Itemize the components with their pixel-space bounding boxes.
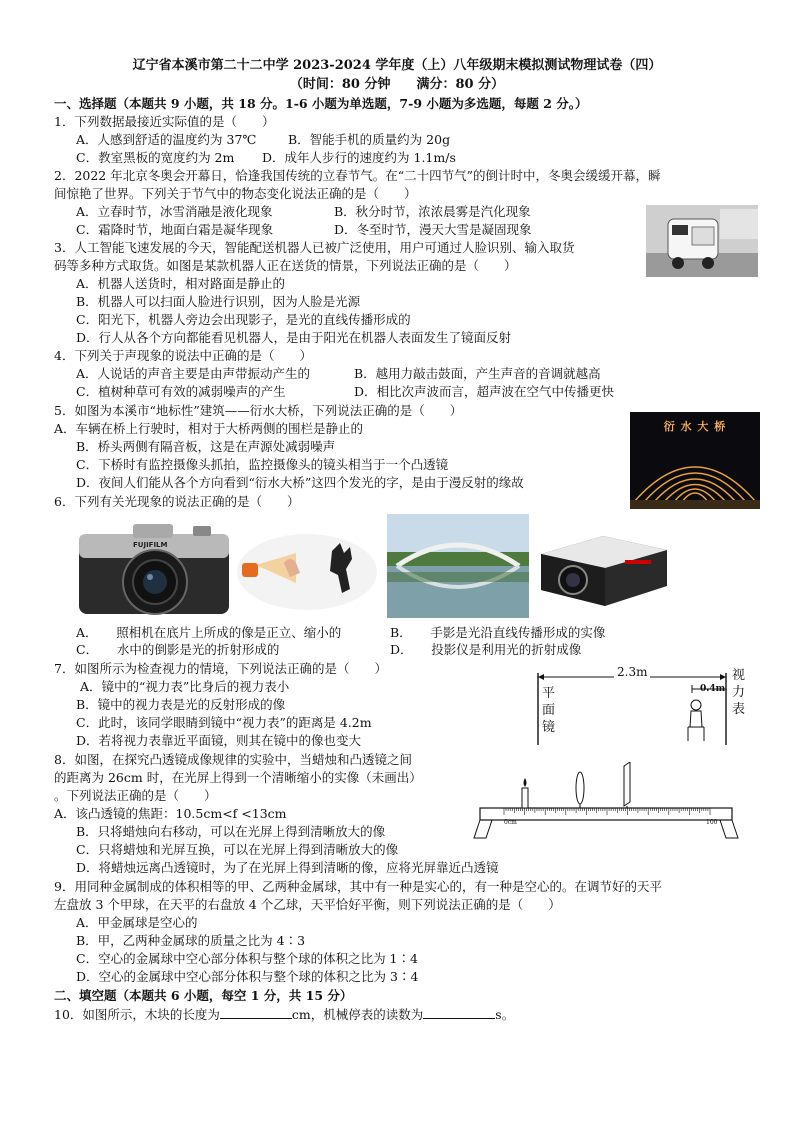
q2-option-d: D．冬至时节，漫天大雪是凝固现象 bbox=[334, 222, 532, 237]
q9-stem-line1: 9．用同种金属制成的体积相等的甲、乙两种金属球，其中有一种是实心的，有一种是空心的。在调节好的天平 bbox=[54, 879, 662, 894]
q6-stem: 6．下列有关光现象的说法正确的是（ ） bbox=[54, 494, 300, 509]
q4-option-c: C．植树种草可有效的减弱噪声的产生 bbox=[76, 384, 286, 399]
camera-image bbox=[75, 520, 233, 620]
hand-shadow-image bbox=[236, 533, 378, 611]
yanshui-bridge-image bbox=[630, 412, 760, 509]
q8-option-d: D．将蜡烛远离凸透镜时，为了在光屏上得到清晰的像，应将光屏靠近凸透镜 bbox=[76, 860, 499, 875]
paper-title: 辽宁省本溪市第二十二中学 2023-2024 学年度（上）八年级期末模拟测试物理试卷（四） bbox=[132, 58, 662, 73]
q5-option-d: D．夜间人们能从各个方向看到“衍水大桥”这四个发光的字，是由于漫反射的缘故 bbox=[76, 475, 524, 490]
q8-stem-line3: 。下列说法正确的是（ ） bbox=[54, 788, 217, 803]
q8-stem-line1: 8．如图，在探究凸透镜成像规律的实验中，当蜡烛和凸透镜之间 bbox=[54, 752, 412, 767]
q1-option-b: B．智能手机的质量约为 20g bbox=[288, 132, 451, 147]
q3-option-d: D．行人从各个方向都能看见机器人，是由于阳光在机器人表面发生了镜面反射 bbox=[76, 330, 512, 345]
section1-title: 一、选择题（本题共 9 小题，共 18 分。1-6 小题为单选题，7-9 小题为多选题，每题 2 分。） bbox=[54, 96, 588, 111]
q6-option-d: D． 投影仪是利用光的折射成像 bbox=[390, 642, 582, 657]
q8-stem-line2: 的距离为 26cm 时，在光屏上得到一个清晰缩小的实像（未画出） bbox=[54, 770, 422, 785]
q7-option-c: C．此时，该同学眼睛到镜中“视力表”的距离是 4.2m bbox=[76, 715, 372, 730]
q7-stem: 7．如图所示为检查视力的情境，下列说法正确的是（ ） bbox=[54, 661, 387, 676]
q2-stem-line1: 2．2022 年北京冬奥会开幕日，恰逢我国传统的立春节气。在“二十四节气”的倒计时中，冬奥会缓缓开幕，瞬 bbox=[54, 168, 661, 183]
q7-option-b: B．镜中的视力表是光的反射形成的像 bbox=[76, 697, 286, 712]
delivery-robot-image bbox=[646, 205, 758, 277]
q4-option-b: B．越用力敲击鼓面，产生声音的音调就越高 bbox=[354, 366, 601, 381]
q7-option-a: A．镜中的“视力表”比身后的视力表小 bbox=[80, 679, 290, 694]
projector-image bbox=[533, 514, 673, 618]
q3-stem-line1: 3．人工智能飞速发展的今天，智能配送机器人已被广泛使用，用户可通过人脸识别、输入取货 bbox=[54, 240, 575, 255]
q1-option-d: D．成年人步行的速度约为 1.1m/s bbox=[262, 150, 456, 165]
distance-2-3m-label: 2.3m bbox=[614, 665, 650, 679]
camera-brand-label: FUJIFILM bbox=[133, 541, 168, 549]
vision-test-diagram bbox=[528, 665, 750, 747]
q2-stem-line2: 间惊艳了世界。下列关于节气中的物态变化说法正确的是（ ） bbox=[54, 186, 417, 201]
q2-option-b: B．秋分时节，浓浓晨雾是汽化现象 bbox=[334, 204, 531, 219]
q3-stem-line2: 码等多种方式取货。如图是某款机器人正在送货的情景，下列说法正确的是（ ） bbox=[54, 258, 517, 273]
q1-option-c: C．教室黑板的宽度约为 2m bbox=[76, 150, 235, 165]
q4-stem: 4．下列关于声现象的说法中正确的是（ ） bbox=[54, 348, 312, 363]
q2-option-a: A．立春时节，冰雪消融是液化现象 bbox=[76, 204, 273, 219]
q10-text: 10．如图所示，木块的长度为 cm，机械停表的读数为 s。 bbox=[54, 1007, 515, 1022]
q5-option-b: B．桥头两侧有隔音板，这是在声源处减弱噪声 bbox=[76, 439, 336, 454]
q9-option-a: A．甲金属球是空心的 bbox=[76, 915, 198, 930]
section2-title: 二、填空题（本题共 6 小题，每空 1 分，共 15 分） bbox=[54, 988, 353, 1003]
q9-option-b: B．甲，乙两种金属球的质量之比为 4∶3 bbox=[76, 933, 306, 948]
q1-stem: 1．下列数据最接近实际值的是（ ） bbox=[54, 114, 275, 129]
q3-option-a: A．机器人送货时，相对路面是静止的 bbox=[76, 276, 286, 291]
q7-option-d: D．若将视力表靠近平面镜，则其在镜中的像也变大 bbox=[76, 733, 362, 748]
plane-mirror-label: 平 面 镜 bbox=[542, 686, 556, 735]
q5-option-c: C．下桥时有监控摄像头抓拍，监控摄像头的镜头相当于一个凸透镜 bbox=[76, 457, 449, 472]
q9-option-d: D．空心的金属球中空心部分体积与整个球的体积之比为 3∶4 bbox=[76, 969, 419, 984]
bridge-sign-text: 衍 水 大 桥 bbox=[663, 420, 727, 433]
q8-option-b: B．只将蜡烛向右移动，可以在光屏上得到清晰放大的像 bbox=[76, 824, 386, 839]
q8-option-a: A．该凸透镜的焦距：10.5cm<f <13cm bbox=[54, 806, 287, 821]
optical-bench-diagram bbox=[470, 762, 740, 840]
q10-blank-length[interactable] bbox=[220, 1006, 292, 1019]
q8-option-c: C．只将蜡烛和光屏互换，可以在光屏上得到清晰放大的像 bbox=[76, 842, 399, 857]
q5-stem: 5．如图为本溪市“地标性”建筑——衍水大桥，下列说法正确的是（ ） bbox=[54, 403, 463, 418]
q4-option-d: D．相比次声波而言，超声波在空气中传播更快 bbox=[354, 384, 615, 399]
distance-0-4m-label: 0.4m bbox=[700, 684, 726, 694]
q3-option-c: C．阳光下，机器人旁边会出现影子，是光的直线传播形成的 bbox=[76, 312, 411, 327]
q1-option-a: A．人感到舒适的温度约为 37℃ bbox=[76, 132, 257, 147]
q6-option-a: A． 照相机在底片上所成的像是正立、缩小的 bbox=[76, 625, 342, 640]
q6-option-c: C． 水中的倒影是光的折射形成的 bbox=[76, 642, 280, 657]
q4-option-a: A．人说话的声音主要是由声带振动产生的 bbox=[76, 366, 311, 381]
arch-bridge-reflection-image bbox=[387, 514, 529, 618]
q3-option-b: B．机器人可以扫面人脸进行识别，因为人脸是光源 bbox=[76, 294, 361, 309]
q10-blank-stopwatch[interactable] bbox=[423, 1006, 495, 1019]
q9-option-c: C．空心的金属球中空心部分体积与整个球的体积之比为 1∶4 bbox=[76, 951, 418, 966]
q9-stem-line2: 左盘放 3 个甲球，在天平的右盘放 4 个乙球，天平恰好平衡，则下列说法正确的是（ ） bbox=[54, 897, 561, 912]
ruler-start-label: 0cm bbox=[504, 819, 517, 826]
q2-option-c: C．霜降时节，地面白霜是凝华现象 bbox=[76, 222, 274, 237]
paper-subtitle: （时间：80 分钟 满分：80 分） bbox=[289, 77, 505, 92]
q6-option-b: B． 手影是光沿直线传播形成的实像 bbox=[390, 625, 606, 640]
q5-option-a: A．车辆在桥上行驶时，相对于大桥两侧的围栏是静止的 bbox=[54, 421, 364, 436]
ruler-end-label: 100 bbox=[706, 819, 718, 826]
eye-chart-label: 视 力 表 bbox=[732, 668, 746, 717]
